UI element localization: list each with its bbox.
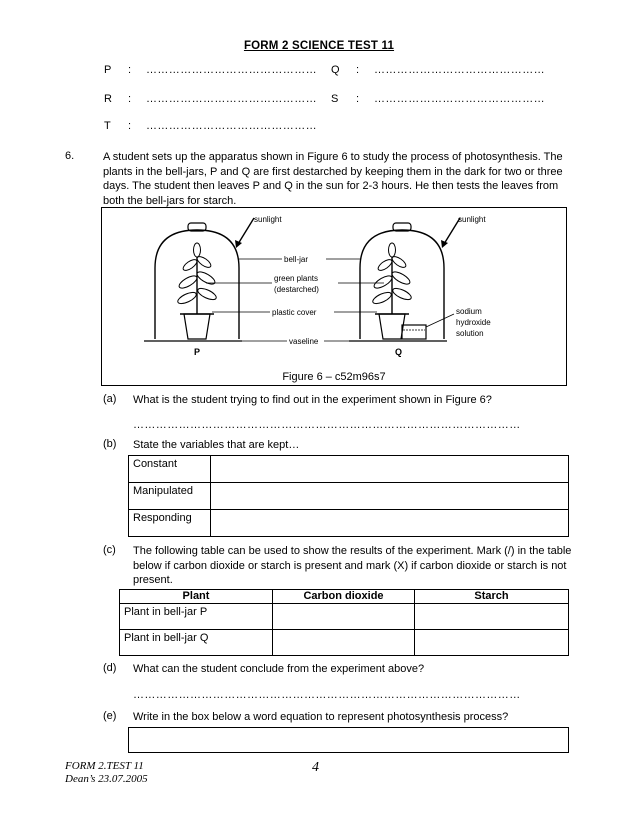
equation-answer-box[interactable]	[128, 727, 569, 753]
table-header-row	[120, 590, 569, 604]
footer-line-1: FORM 2.TEST 11	[65, 760, 144, 772]
answer-line-s[interactable]: ………………………………………	[374, 93, 545, 105]
label-vaseline: vaseline	[289, 337, 319, 346]
label-plastic-cover: plastic cover	[272, 308, 317, 317]
starch-cell[interactable]	[415, 604, 569, 630]
part-d-answer-line[interactable]: …………………………………………………………………………………………	[133, 689, 521, 701]
column-header: Carbon dioxide	[273, 590, 415, 604]
variable-label: Manipulated	[129, 483, 211, 510]
answer-line-r[interactable]: ………………………………………	[146, 93, 317, 105]
label-destarched: (destarched)	[274, 285, 319, 294]
label-q: Q	[395, 347, 403, 357]
part-b-text: State the variables that are kept…	[133, 439, 300, 451]
column-header: Starch	[415, 590, 569, 604]
answer-label-p: P	[104, 64, 112, 76]
question-text: A student sets up the apparatus shown in Figure 6 to study the process of photosynthesis. The plants in the bell-jars, P and Q are first destarched by keeping them in the dark for two or three days. The student then leaves P and Q in the sun for 2-3 hours. He then tests the leaves from both the bell-jars for starch.	[103, 151, 563, 207]
variable-label: Responding	[129, 510, 211, 537]
answer-line-t[interactable]: ………………………………………	[146, 120, 317, 132]
label-green-plants: green plants	[274, 274, 319, 283]
page-number: 4	[312, 760, 319, 775]
part-c-label: (c)	[103, 544, 116, 556]
part-a-answer-line[interactable]: …………………………………………………………………………………………	[133, 419, 521, 431]
label-bell-jar: bell-jar	[284, 255, 309, 264]
label-hydroxide: hydroxide	[456, 318, 491, 327]
part-d-label: (d)	[103, 662, 117, 674]
plant-label: Plant in bell-jar Q	[120, 630, 273, 656]
answer-line-q[interactable]: ………………………………………	[374, 64, 545, 76]
part-a-label: (a)	[103, 393, 117, 405]
starch-cell[interactable]	[415, 630, 569, 656]
table-row	[120, 604, 569, 630]
footer	[65, 760, 148, 786]
figure-box	[101, 207, 567, 386]
part-b-label: (b)	[103, 438, 117, 450]
table-row	[120, 630, 569, 656]
bell-jar-diagram	[102, 208, 566, 385]
variable-answer-cell[interactable]	[211, 510, 569, 537]
label-solution: solution	[456, 329, 484, 338]
variable-answer-cell[interactable]	[211, 483, 569, 510]
carbon-dioxide-cell[interactable]	[273, 630, 415, 656]
part-e-text: Write in the box below a word equation to represent photosynthesis process?	[133, 711, 509, 723]
table-row	[129, 456, 569, 483]
column-header: Plant	[120, 590, 273, 604]
answer-colon: :	[128, 93, 132, 105]
answer-colon: :	[356, 93, 360, 105]
label-sodium: sodium	[456, 307, 482, 316]
label-sunlight-right: sunlight	[458, 215, 486, 224]
results-table	[119, 589, 569, 656]
plant-label: Plant in bell-jar P	[120, 604, 273, 630]
label-p: P	[194, 347, 201, 357]
question-number: 6.	[65, 150, 75, 162]
answer-label-q: Q	[331, 64, 340, 76]
variables-table	[128, 455, 569, 537]
table-row	[129, 510, 569, 537]
page-title: FORM 2 SCIENCE TEST 11	[243, 40, 395, 52]
answer-colon: :	[128, 64, 132, 76]
answer-colon: :	[128, 120, 132, 132]
part-e-label: (e)	[103, 710, 117, 722]
answer-label-r: R	[104, 93, 112, 105]
variable-answer-cell[interactable]	[211, 456, 569, 483]
variable-label: Constant	[129, 456, 211, 483]
figure-caption: Figure 6 – c52m96s7	[282, 371, 386, 383]
part-d-text: What can the student conclude from the experiment above?	[133, 663, 425, 675]
part-a-text: What is the student trying to find out in the experiment shown in Figure 6?	[133, 394, 492, 406]
footer-line-2: Dean’s 23.07.2005	[65, 773, 148, 785]
carbon-dioxide-cell[interactable]	[273, 604, 415, 630]
answer-label-t: T	[104, 120, 111, 132]
answer-label-s: S	[331, 93, 339, 105]
label-sunlight-left: sunlight	[254, 215, 282, 224]
part-c-text: The following table can be used to show the results of the experiment. Mark (/) in the table below if carbon dioxide or starch is present and mark (X) if carbon dioxide or starch is not present.	[133, 545, 572, 586]
table-row	[129, 483, 569, 510]
answer-line-p[interactable]: ………………………………………	[146, 64, 317, 76]
answer-colon: :	[356, 64, 360, 76]
